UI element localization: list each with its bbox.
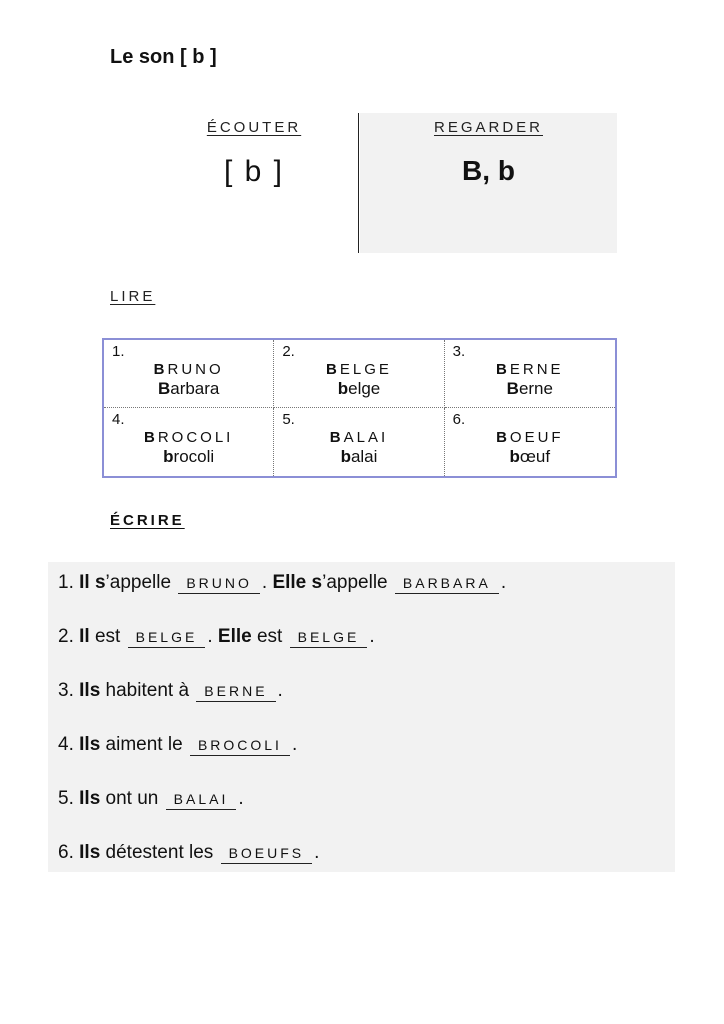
word-caps: BELGE [326, 361, 392, 378]
ecrire-line-2: 2. Il est BELGE . Elle est BELGE . [58, 626, 375, 647]
word-caps: BROCOLI [143, 429, 234, 446]
word-lower: bœuf [509, 447, 551, 466]
lire-cell-1 [104, 340, 274, 408]
ecrire-line-6: 6. Ils détestent les BOEUFS . [58, 842, 320, 863]
ecouter-label: ÉCOUTER [206, 119, 302, 136]
answer-blank[interactable]: BELGE [290, 628, 368, 648]
lire-cell-3 [445, 340, 615, 408]
word-caps: BRUNO [153, 361, 224, 378]
answer-blank[interactable]: BERNE [196, 682, 275, 702]
answer-blank[interactable]: BOEUFS [221, 844, 313, 864]
word-caps: BALAI [329, 429, 389, 446]
ecrire-line-5: 5. Ils ont un BALAI . [58, 788, 244, 809]
word-lower: belge [337, 379, 381, 398]
page-title: Le son [ b ] [110, 46, 217, 68]
ecrire-line-1: 1. Il s’appelle BRUNO . Elle s’appelle BARBARA . [58, 572, 507, 593]
lire-cell-6 [445, 408, 615, 476]
lire-cell-4 [104, 408, 274, 476]
cell-number: 2. [282, 343, 295, 360]
ecouter-section [150, 113, 359, 253]
sound-symbol: [ b ] [223, 155, 285, 188]
word-lower: Berne [506, 379, 553, 398]
regarder-section [360, 113, 617, 253]
cell-number: 5. [282, 411, 295, 428]
letter-forms: B, b [462, 155, 515, 186]
word-lower: brocoli [163, 447, 215, 466]
ecrire-line-4: 4. Ils aiment le BROCOLI . [58, 734, 298, 755]
word-lower: balai [340, 447, 378, 466]
lire-table [102, 338, 617, 478]
word-caps: BOEUF [496, 429, 564, 446]
cell-number: 1. [112, 343, 125, 360]
lire-cell-5 [274, 408, 444, 476]
cell-number: 3. [452, 343, 466, 360]
word-caps: BERNE [496, 361, 564, 378]
lire-label: LIRE [110, 288, 156, 305]
ecrire-line-3: 3. Ils habitent à BERNE . [58, 680, 283, 701]
cell-number: 4. [112, 411, 125, 428]
answer-blank[interactable]: BALAI [166, 790, 237, 810]
answer-blank[interactable]: BROCOLI [190, 736, 290, 756]
lire-cell-2 [274, 340, 444, 408]
answer-blank[interactable]: BELGE [128, 628, 206, 648]
answer-blank[interactable]: BARBARA [395, 574, 499, 594]
ecrire-label: ÉCRIRE [110, 512, 185, 529]
cell-number: 6. [452, 411, 466, 428]
answer-blank[interactable]: BRUNO [178, 574, 260, 594]
ecrire-section [48, 562, 675, 872]
word-lower: Barbara [157, 379, 220, 398]
regarder-label: REGARDER [433, 119, 543, 136]
